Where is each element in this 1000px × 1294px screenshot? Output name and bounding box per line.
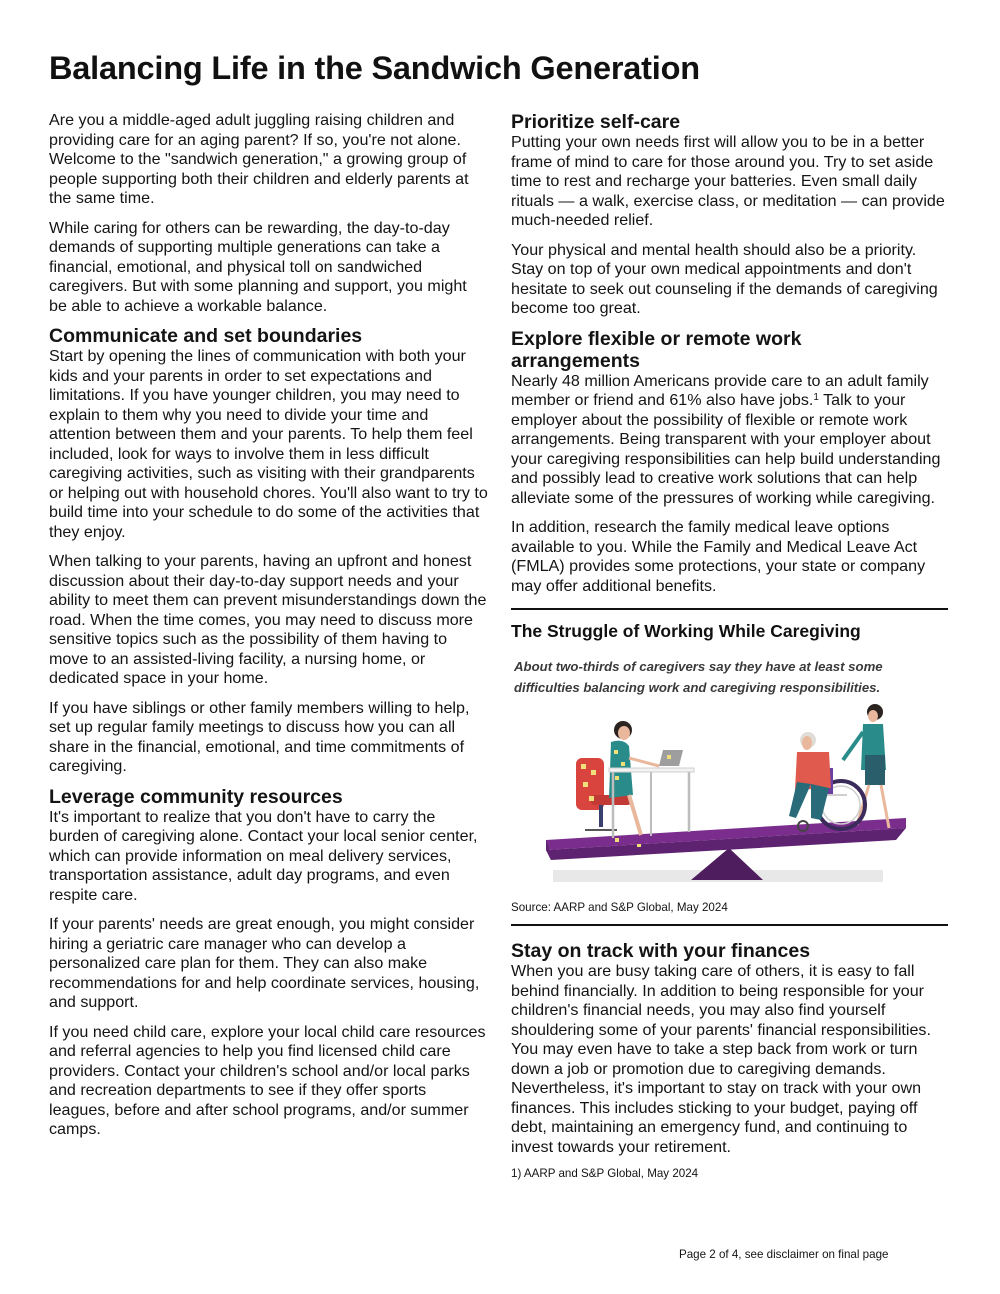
left-column <box>49 111 489 1150</box>
body-paragraph: When you are busy taking care of others, it is easy to fall behind financially. In addition to being responsible for your children's financial needs, you may also find yourself shouldering some of your parents' financial responsibilities. You may even have to take a step back from work or turn down a job or promotion due to caregiving demands. Nevertheless, it's important to stay on track with your own finances. This includes sticking to your budget, paying off debt, maintaining an emergency fund, and continuing to invest towards your retirement. <box>511 962 931 1156</box>
body-paragraph: If you need child care, explore your local child care resources and referral agencies to help you find licensed child care providers. Contact your children's school and/or local parks and recreation departments to see if they offer sports leagues, before and after school programs, and/or summer camps. <box>49 1022 486 1138</box>
footnote-reference: 1 <box>813 392 819 403</box>
body-paragraph: When talking to your parents, having an upfront and honest discussion about their day-to-day support needs and your ability to meet them can prevent misunderstandings down the road. When the time comes, you may need to discuss more sensitive topics such as the possibility of them having to move to an assisted-living facility, a nursing home, or dedicated space in your home. <box>49 552 487 687</box>
body-paragraph: Putting your own needs first will allow you to be in a better frame of mind to care for those around you. Try to set aside time to rest and recharge your batteries. Even small daily rituals — a walk, exercise class, or meditation — can provide much-needed relief. <box>511 133 945 229</box>
section-heading-community: Leverage community resources <box>49 785 343 808</box>
callout-top-rule <box>511 608 948 610</box>
callout-title: The Struggle of Working While Caregiving <box>511 621 861 641</box>
paragraph-text: Nearly 48 million Americans provide care to an adult family member or friend and 61% also have jobs. <box>511 371 929 409</box>
body-paragraph: If you have siblings or other family members willing to help, set up regular family meetings to discuss how you can all share in the financial, emotional, and time commitments of caregiving. <box>49 698 470 775</box>
section-heading-self-care: Prioritize self-care <box>511 111 681 133</box>
body-paragraph <box>511 372 951 509</box>
footnote: 1) AARP and S&P Global, May 2024 <box>511 1167 699 1180</box>
body-paragraph: If your parents' needs are great enough, you might consider hiring a geriatric care manager who can develop a personalized care plan for them. They can also make recommendations for and help coordinate services, housing, and support. <box>49 915 480 1011</box>
paragraph-text: Talk to your employer about the possibility of flexible or remote work arrangements. Being transparent with your employer about your caregiving responsibilities can help build understanding and possibly lead to creative work solutions that can help alleviate some of the pressures of working while caregiving. <box>511 391 941 507</box>
body-paragraph: Start by opening the lines of communication with both your kids and your parents in order to set expectations and limitations. If you have younger children, you may need to explain to them why you need to divide your time and attention between them and your parents. To help them feel included, look for ways to involve them in less difficult caregiving activities, such as visiting with their grandparents or helping out with household chores. You'll also want to try to build time into your schedule to do some of the activities that they enjoy. <box>49 347 488 541</box>
section-heading-finances: Stay on track with your finances <box>511 940 811 962</box>
callout-caption: About two-thirds of caregivers say they have at least some difficulties balancing work and caregiving responsibilities. <box>514 659 883 695</box>
intro-paragraph: While caring for others can be rewarding, the day-to-day demands of supporting multiple generations can take a financial, emotional, and physical toll on sandwiched caregivers. But with some planning and support, you might be able to achieve a workable balance. <box>49 218 467 315</box>
right-column <box>511 111 951 1180</box>
page-title: Balancing Life in the Sandwich Generation <box>49 50 700 86</box>
seesaw-illustration <box>511 700 948 895</box>
callout-bottom-rule <box>511 924 948 926</box>
body-paragraph: It's important to realize that you don't have to carry the burden of caregiving alone. Contact your local senior center, which can provide information on meal delivery services, transportation assistance, adult day programs, and even respite care. <box>49 807 478 904</box>
seesaw-illustration-icon <box>511 700 948 895</box>
body-paragraph: Your physical and mental health should also be a priority. Stay on top of your own medical appointments and don't hesitate to seek out counseling if the demands of caregiving become too great. <box>511 240 938 317</box>
callout-source: Source: AARP and S&P Global, May 2024 <box>511 901 728 914</box>
section-heading-communicate: Communicate and set boundaries <box>49 325 363 347</box>
page-footer: Page 2 of 4, see disclaimer on final page <box>679 1248 889 1261</box>
body-paragraph: In addition, research the family medical leave options available to you. While the Family and Medical Leave Act (FMLA) provides some protections, your state or company may offer additional benefits. <box>511 518 926 595</box>
intro-paragraph: Are you a middle-aged adult juggling raising children and providing care for an aging parent? If so, you're not alone. Welcome to the "sandwich generation," a growing group of people supporting both their children and elderly parents at the same time. <box>49 111 469 207</box>
section-heading-flexible-work: Explore flexible or remote work arrangements <box>511 327 802 372</box>
